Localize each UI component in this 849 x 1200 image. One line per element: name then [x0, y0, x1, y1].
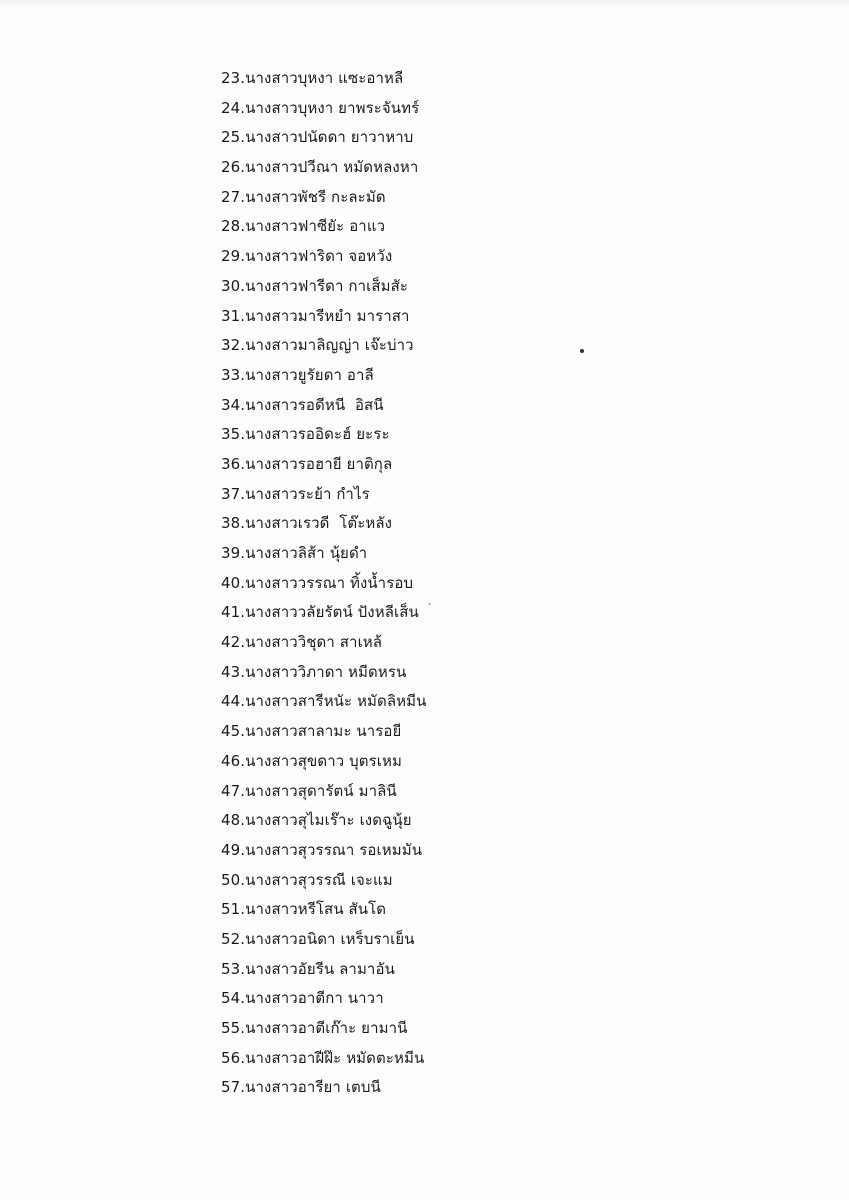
list-item: 49.นางสาวสุวรรณา รอเหมมัน	[221, 840, 423, 859]
list-item: 52.นางสาวอนิดา เหร็บราเย็น	[221, 929, 415, 948]
list-item: 28.นางสาวฟาซียัะ อาแว	[221, 217, 386, 236]
list-item: 50.นางสาวสุวรรณี เจะแม	[221, 870, 393, 889]
list-item: 42.นางสาววิชุดา สาเหล้	[221, 633, 383, 652]
scan-speck	[428, 602, 432, 605]
list-item: 30.นางสาวฟารีดา กาเส็มสัะ	[221, 276, 408, 295]
list-item: 36.นางสาวรอฮายี ยาติกุล	[221, 454, 393, 473]
scan-edge-shadow	[0, 0, 849, 8]
list-item: 37.นางสาวระย้า กำไร	[221, 484, 370, 503]
list-item: 46.นางสาวสุขดาว บุตรเหม	[221, 751, 402, 770]
list-item: 53.นางสาวอัยรีน ลามาอัน	[221, 959, 395, 978]
list-item: 47.นางสาวสุดารัตน์ มาลินี	[221, 781, 397, 800]
list-item: 32.นางสาวมาลิญญ่า เจ๊ะบ่าว	[221, 336, 414, 355]
list-item: 48.นางสาวสุไมเร๊าะ เงดฉูนุ้ย	[221, 811, 412, 830]
list-item: 35.นางสาวรออิดะฮ์ ยะระ	[221, 425, 390, 444]
list-item: 57.นางสาวอารียา เตบนี	[221, 1078, 381, 1097]
list-item: 54.นางสาวอาตีกา นาวา	[221, 989, 384, 1008]
list-item: 33.นางสาวยูรัยดา อาลี	[221, 365, 374, 384]
list-item: 38.นางสาวเรวดี โต๊ะหลัง	[221, 514, 393, 533]
list-item: 45.นางสาวสาลามะ นารอยี	[221, 722, 402, 741]
list-item: 26.นางสาวปวีณา หมัดหลงหา	[221, 158, 419, 177]
name-list	[221, 64, 427, 1103]
list-item: 40.นางสาววรรณา ทิ้งน้ำรอบ	[221, 573, 414, 592]
list-item: 24.นางสาวบุหงา ยาพระจันทร์	[221, 98, 420, 117]
list-item: 29.นางสาวฟาริดา จอหวัง	[221, 247, 393, 266]
list-item: 41.นางสาววลัยรัตน์ ปังหลีเส็น	[221, 603, 419, 622]
list-item: 23.นางสาวบุหงา แซะอาหลี	[221, 69, 404, 87]
list-item: 56.นางสาวอาฝีฝ๊ะ หมัดตะหมีน	[221, 1048, 425, 1067]
list-item: 27.นางสาวพัชรี กะละมัด	[221, 187, 386, 206]
list-item: 25.นางสาวปนัดดา ยาวาหาบ	[221, 128, 414, 147]
list-item: 34.นางสาวรอดีหนี อิสนี	[221, 395, 384, 414]
list-item: 55.นางสาวอาตีเก๊าะ ยามานี	[221, 1019, 408, 1037]
scan-speck	[580, 349, 584, 353]
list-item: 43.นางสาววิภาดา หมีดหรน	[221, 662, 407, 681]
list-item: 39.นางสาวลิส้า นุ้ยดำ	[221, 544, 368, 562]
list-item: 31.นางสาวมารีหยำ มาราสา	[221, 306, 410, 325]
list-item: 51.นางสาวหรีโสน สันโด	[221, 900, 387, 919]
list-item: 44.นางสาวสารีหนัะ หมัดลิหมีน	[221, 692, 427, 711]
